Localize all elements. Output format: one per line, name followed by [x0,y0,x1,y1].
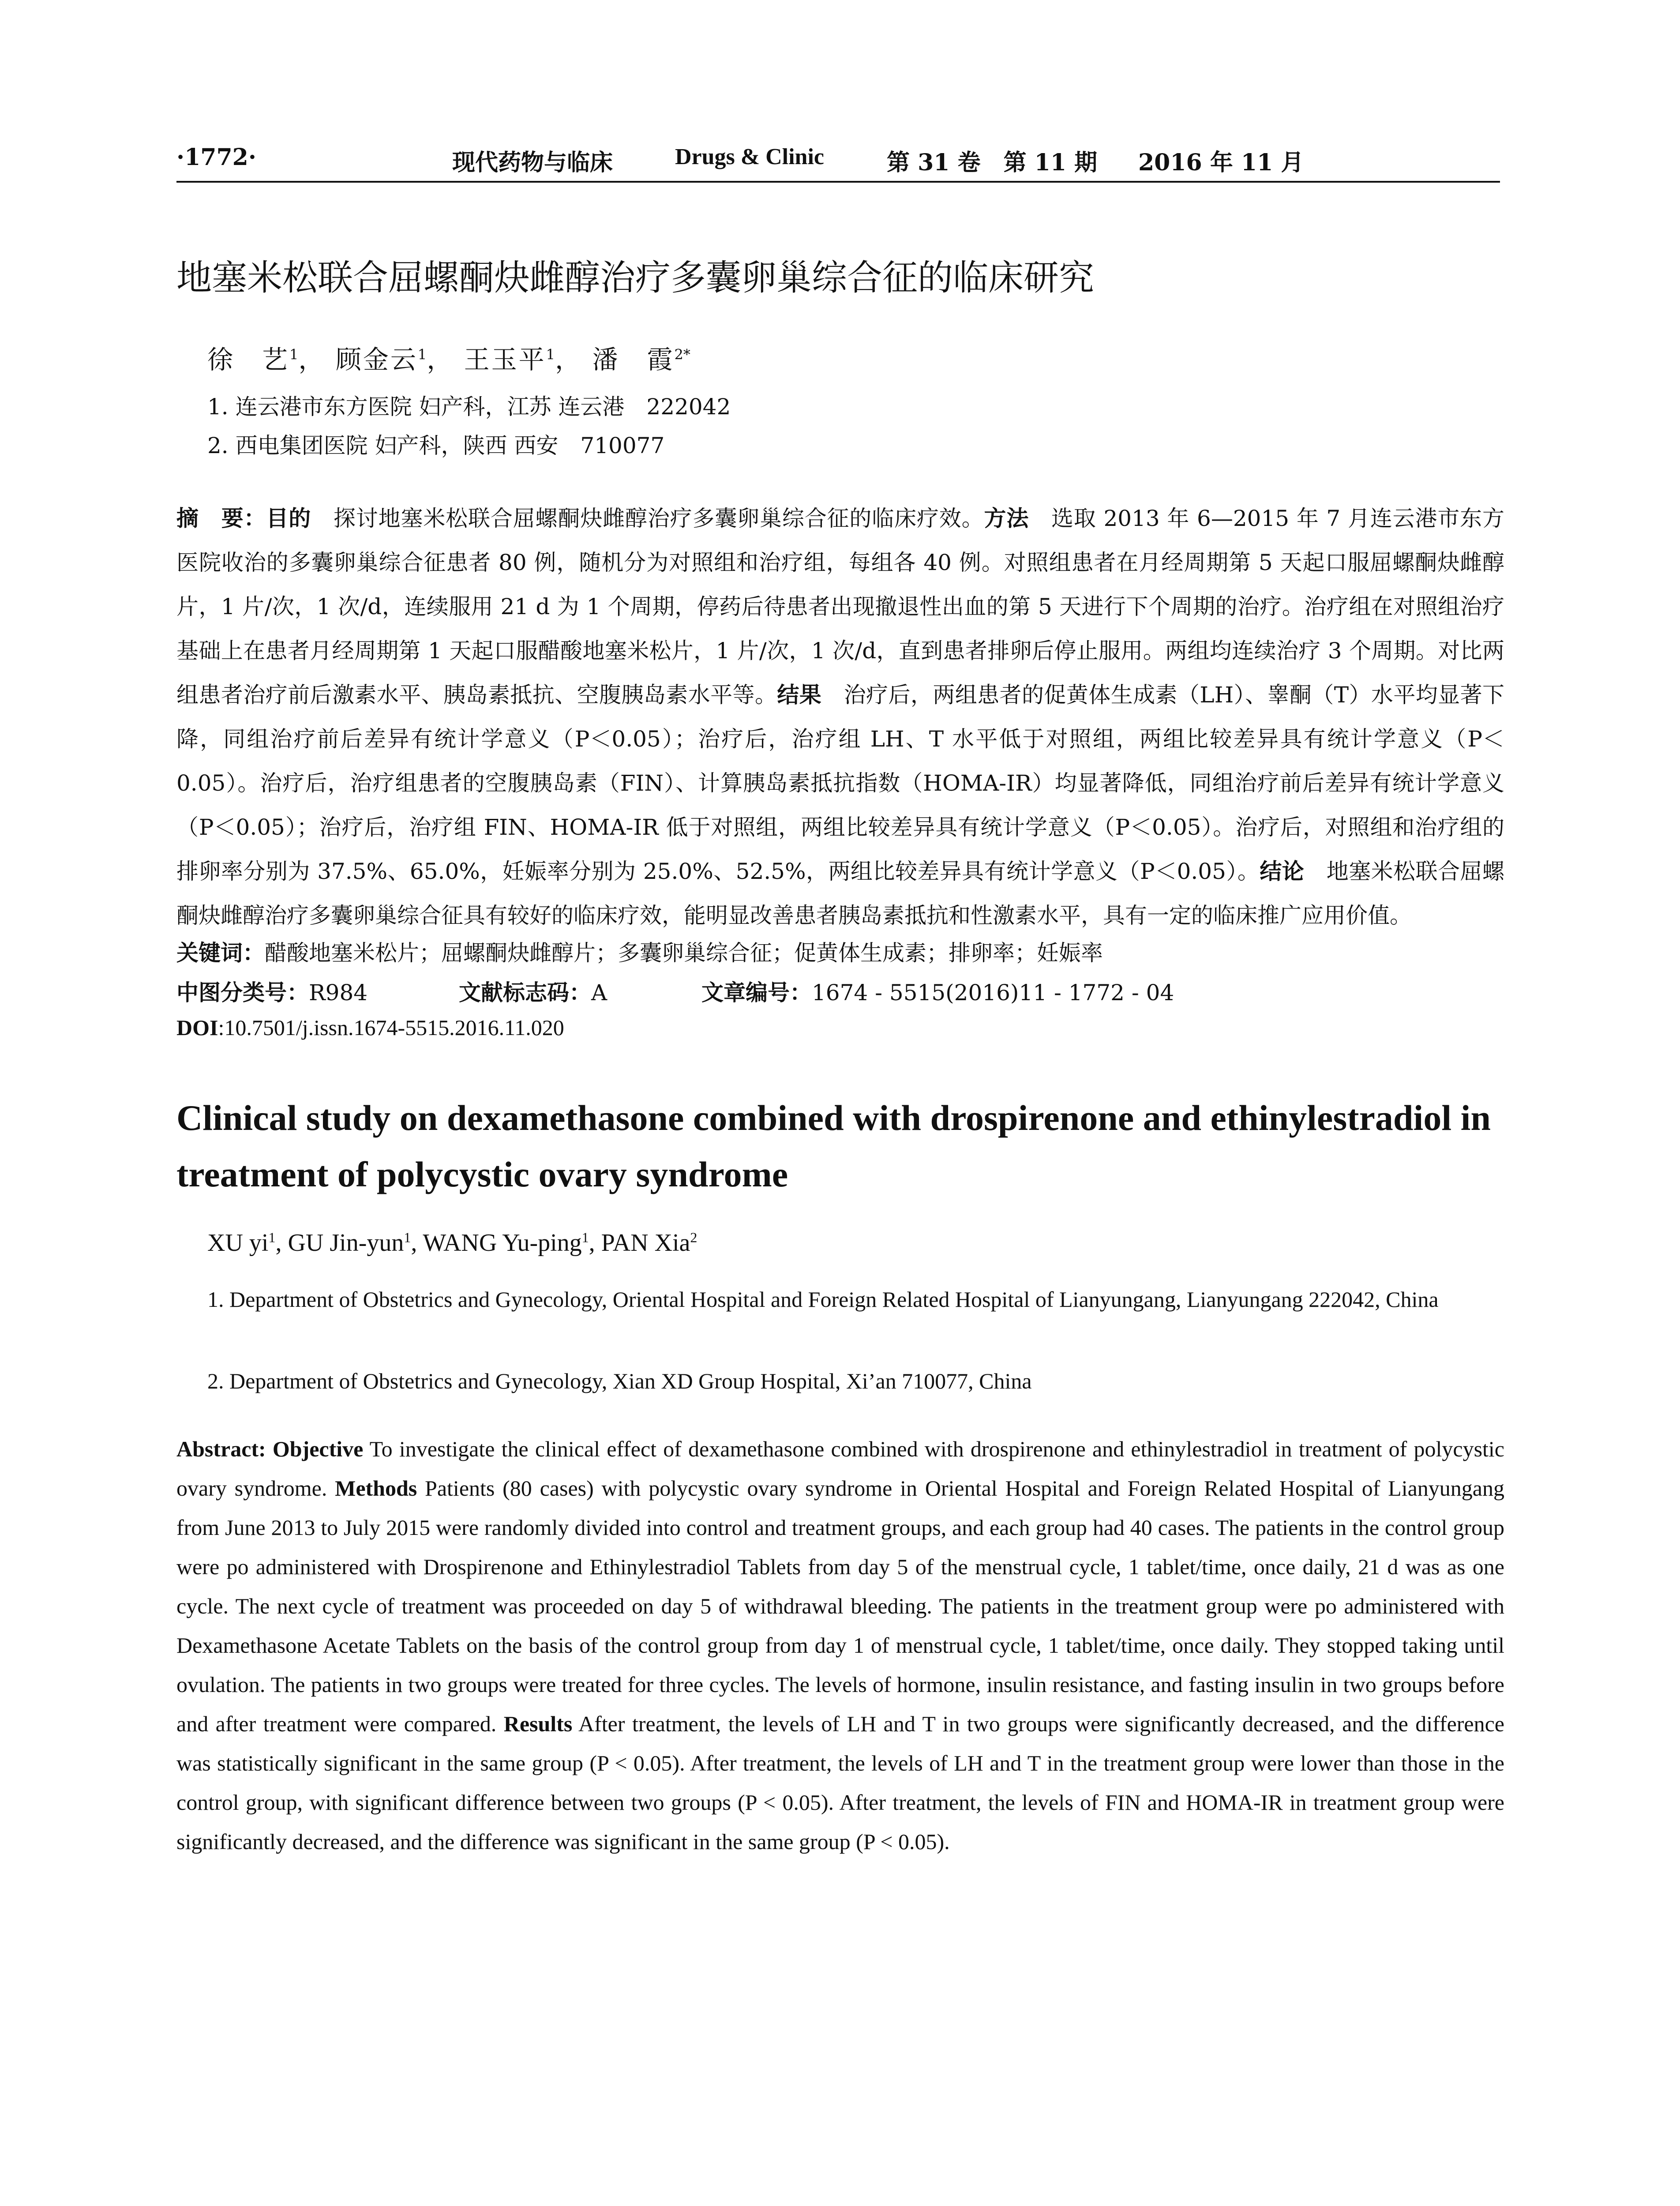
doc-code-value: A [591,980,608,1005]
author-affil-mark: 1 [404,1229,411,1246]
doi-label: DOI [176,1015,218,1040]
paper-title-en: Clinical study on dexamethasone combined with drospirenone and ethinylestradiol in treatment of polycystic ovary syndrome [176,1098,1491,1194]
author-name-en: XU yi [207,1229,269,1257]
author-affil-mark: 2 [690,1229,698,1246]
author-name-en: , WANG Yu-ping [411,1229,582,1257]
author-name-en: , PAN Xia [589,1229,690,1257]
authors-cn: 徐 艺$^1$， 顾金云$^1$， 王玉平$^1$， 潘 霞$^{2*}$ [207,345,690,375]
affiliation-cn-1: 1. 连云港市东方医院 妇产科，江苏 连云港 222042 [207,394,731,420]
article-number-value: 1674 - 5515(2016)11 - 1772 - 04 [812,980,1174,1005]
author-name: 徐 艺 [207,345,290,375]
affiliation-en-2: 2. Department of Obstetrics and Gynecology, Xian XD Group Hospital, Xi’an 710077, China [207,1369,1032,1393]
doc-code-label: 文献标志码： [459,980,591,1005]
author-affil-mark: 1 [289,346,299,363]
results-en-text: After treatment, the levels of LH and T in two groups were significantly decreased, and the difference was statistically significant in the same group (P < 0.05). After treatment, the levels of LH and T in the treatment group were lower than those in the control group, with significant difference between two groups (P < 0.05). After treatment, the levels of FIN and HOMA-IR in treatment group were significantly decreased, and the difference was significant in the same group (P < 0.05). [176,1711,1505,1854]
abstract-en [176,1429,1504,1861]
abstract-label: 摘 要： [176,506,266,531]
results-text: 治疗后，两组患者的促黄体生成素（LH）、睾酮（T）水平均显著下降，同组治疗前后差异有统计学意义（P＜0.05）；治疗后，治疗组 LH、T 水平低于对照组，两组比较差异具有统计学意义（P＜0.05）。治疗后，治疗组患者的空腹胰岛素（FIN）、计算胰岛素抵抗指数（HOMA-IR）均显著降低，同组治疗前后差异有统计学意义（P＜0.05）；治疗后，治疗组 FIN、HOMA-IR 低于对照组，两组比较差异具有统计学意义（P＜0.05）。治疗后，对照组和治疗组的排卵率分别为 37.5%、65.0%，妊娠率分别为 25.0%、52.5%，两组比较差异具有统计学意义（P＜0.05）。 [176,682,1505,884]
doi-value: :10.7501/j.issn.1674-5515.2016.11.020 [218,1015,564,1040]
methods-en-text: Patients (80 cases) with polycystic ovary syndrome in Oriental Hospital and Foreign Related Hospital of Lianyungang from June 2013 to July 2015 were randomly divided into control and treatment groups, and each group had 40 cases. The patients in the control group were po administered with Drospirenone and Ethinylestradiol Tablets from day 5 of the menstrual cycle, 1 tablet/time, once daily, 21 d was as one cycle. The next cycle of treatment was proceeded on day 5 of withdrawal bleeding. The patients in the treatment group were po administered with Dexamethasone Acetate Tablets on the basis of the control group from day 1 of menstrual cycle, 1 tablet/time, once daily. They stopped taking until ovulation. The patients in two groups were treated for three cycles. The levels of hormone, insulin resistance, and fasting insulin in two groups before and after treatment were compared. [176,1476,1504,1736]
keywords-cn [176,935,1103,967]
author-affil-mark: 1 [546,346,555,363]
article-number-label: 文章编号： [701,980,812,1005]
author-name-en: , GU Jin-yun [275,1229,404,1257]
doc-code-line [459,975,607,1007]
paper-title-cn: 地塞米松联合屈螺酮炔雌醇治疗多囊卵巢综合征的临床研究 [176,257,1094,298]
authors-en [207,1229,697,1257]
methods-text: 选取 2013 年 6—2015 年 7 月连云港市东方医院收治的多囊卵巢综合征患者 80 例，随机分为对照组和治疗组，每组各 40 例。对照组患者在月经周期第 5 天起口服屈螺酮炔雌醇片，1 片/次，1 次/d，连续服用 21 d 为 1 个周期，停药后待患者出现撤退性出血的第 5 天进行下个周期的治疗。治疗组在对照组治疗基础上在患者月经周期第 1 天起口服醋酸地塞米松片，1 片/次，1 次/d，直到患者排卵后停止服用。两组均连续治疗 3 个周期。对比两组患者治疗前后激素水平、胰岛素抵抗、空腹胰岛素水平等。 [176,506,1505,708]
issue-date: 2016 年 11 月 [1138,149,1304,176]
author-affil-mark: 1 [417,346,427,363]
results-label: 结果 [777,682,822,708]
abstract-en-label: Abstract: Objective [176,1437,364,1461]
conclusion-text: 地塞米松联合屈螺酮炔雌醇治疗多囊卵巢综合征具有较好的临床疗效，能明显改善患者胰岛素抵抗和性激素水平，具有一定的临床推广应用价值。 [176,859,1505,928]
author-affil-mark: 1 [268,1229,276,1246]
article-number-line [701,975,1174,1007]
results-en-label: Results [503,1711,573,1736]
doi-line [176,1015,564,1040]
affiliation-cn-2: 2. 西电集团医院 妇产科，陕西 西安 710077 [207,433,665,458]
keywords-label: 关键词： [176,940,265,966]
methods-label: 方法 [984,506,1029,531]
methods-en-label: Methods [335,1476,417,1501]
author-name: 王玉平 [464,345,546,375]
clc-value: R984 [309,980,368,1005]
affiliation-en-1: 1. Department of Obstetrics and Gynecology, Oriental Hospital and Foreign Related Hospital of Lianyungang, Lianyungang 222042, China [207,1287,1439,1312]
keywords-text: 醋酸地塞米松片；屈螺酮炔雌醇片；多囊卵巢综合征；促黄体生成素；排卵率；妊娠率 [265,940,1103,966]
author-affil-mark: 1 [581,1229,589,1246]
abstract-cn [176,496,1504,938]
volume-issue: 第 31 卷 第 11 期 [887,149,1098,176]
objective-label: 目的 [266,506,311,531]
page-number: ·1772· [176,144,256,171]
author-name: 潘 霞 [592,345,675,375]
journal-name-en: Drugs & Clinic [675,144,824,169]
conclusion-label: 结论 [1260,859,1305,884]
author-affil-mark: 2* [674,346,690,363]
classification-line [176,975,368,1007]
objective-text: 探讨地塞米松联合屈螺酮炔雌醇治疗多囊卵巢综合征的临床疗效。 [311,506,984,531]
running-header [176,140,1500,183]
clc-label: 中图分类号： [176,980,309,1005]
journal-name-cn: 现代药物与临床 [452,150,613,176]
author-name: 顾金云 [335,345,418,375]
objective-en-text: To investigate the clinical effect of dexamethasone combined with drospirenone and ethinylestradiol in treatment of polycystic ovary syndrome. [176,1437,1504,1501]
